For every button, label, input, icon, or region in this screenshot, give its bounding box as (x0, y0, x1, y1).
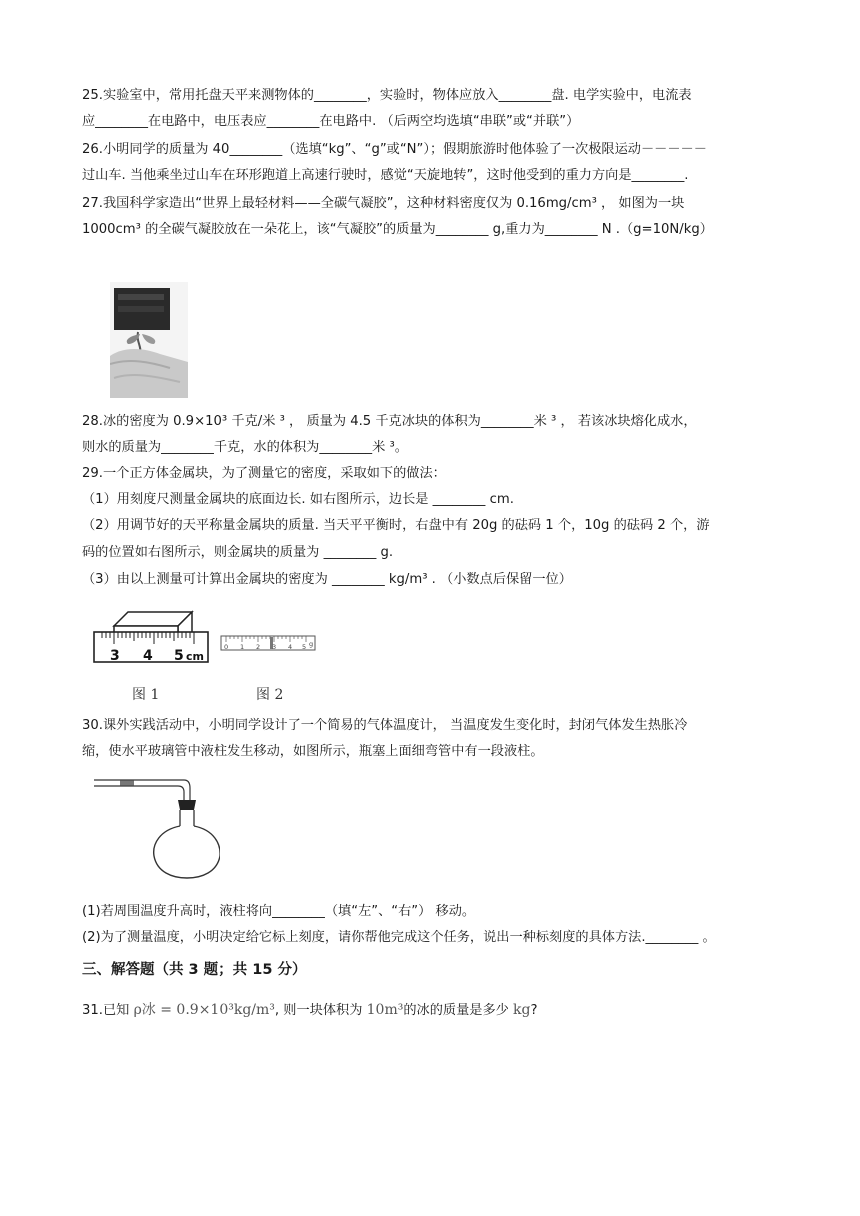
q30-line1: 30.课外实践活动中，小明同学设计了一个简易的气体温度计， 当温度发生变化时，封闭气体发生热胀冷 (82, 718, 688, 733)
q31-unit: kg (513, 1002, 531, 1018)
ruler-label-5: 5 (174, 648, 184, 664)
q31-volume: 10m³ (366, 1002, 404, 1018)
q30-line4: (2)为了测量温度，小明决定给它标上刻度，请你帮他完成这个任务，说出一种标刻度的具体方法.________ 。 (82, 930, 716, 945)
q27-line1: 27.我国科学家造出“世界上最轻材料——全碳气凝胶”，这种材料密度仅为 0.16mg/cm³ ， 如图为一块 (82, 196, 685, 211)
scale-label-5: 5 (302, 643, 307, 651)
ruler-block-figure (92, 606, 212, 668)
q27-line2: 1000cm³ 的全碳气凝胶放在一朵花上，该“气凝胶”的质量为________ g,重力为________ N .（g=10N/kg） (82, 222, 713, 237)
q30-line3: (1)若周围温度升高时，液柱将向________（填“左”、“右”） 移动。 (82, 904, 476, 919)
ruler-label-4: 4 (143, 648, 153, 664)
scale-label-1: 1 (240, 643, 245, 651)
figure-2-caption: 图 2 (256, 687, 284, 703)
scale-label-3: 3 (272, 643, 277, 651)
aerogel-on-flower-image (110, 282, 188, 398)
ruler-label-cm: cm (186, 650, 204, 663)
balance-beam-figure (220, 634, 316, 654)
figure-1-caption: 图 1 (132, 687, 160, 703)
scale-label-g: g (309, 640, 314, 648)
q31-line (82, 1000, 537, 1021)
q31-end: ? (530, 1003, 538, 1018)
scale-label-0: 0 (224, 643, 229, 651)
gas-thermometer-figure (90, 774, 220, 880)
q31-prefix: 31.已知 (82, 1003, 130, 1018)
q29-line4: 码的位置如右图所示，则金属块的质量为 ________ g. (82, 545, 394, 560)
q29-line1: 29.一个正方体金属块，为了测量它的密度，采取如下的做法： (82, 466, 446, 481)
q26-line2: 过山车. 当他乘坐过山车在环形跑道上高速行驶时，感觉“天旋地转”，这时他受到的重力方向是________. (82, 168, 689, 183)
q30-line2: 缩，使水平玻璃管中液柱发生移动，如图所示，瓶塞上面细弯管中有一段液柱。 (82, 744, 544, 759)
q28-line2: 则水的质量为________千克，水的体积为________米 ³。 (82, 440, 408, 455)
scale-label-4: 4 (288, 643, 293, 651)
scale-label-2: 2 (256, 643, 261, 651)
q29-line2: （1）用刻度尺测量金属块的底面边长. 如右图所示，边长是 ________ cm. (82, 492, 514, 507)
q25-line2: 应________在电路中，电压表应________在电路中. （后两空均选填“串联”或“并联”） (82, 114, 580, 129)
q31-middle: , 则一块体积为 (274, 1003, 363, 1018)
section-3-heading: 三、解答题（共 3 题；共 15 分） (82, 962, 307, 978)
q31-density-formula: ρ冰 = 0.9×10³kg/m³ (133, 1002, 275, 1018)
q31-suffix: 的冰的质量是多少 (403, 1003, 509, 1018)
q26-line1: 26.小明同学的质量为 40________（选填“kg”、“g”或“N”）；假期旅游时他体验了一次极限运动－－－－－ (82, 142, 707, 157)
ruler-label-3: 3 (110, 648, 120, 664)
q29-line3: （2）用调节好的天平称量金属块的质量. 当天平平衡时，右盘中有 20g 的砝码 1 个，10g 的砝码 2 个，游 (82, 518, 710, 533)
q25-line1: 25.实验室中，常用托盘天平来测物体的________，实验时，物体应放入________盘. 电学实验中，电流表 (82, 88, 692, 103)
q28-line1: 28.冰的密度为 0.9×10³ 千克/米 ³ ， 质量为 4.5 千克冰块的体积为________米 ³ ， 若该冰块熔化成水， (82, 414, 697, 429)
q29-line5: （3）由以上测量可计算出金属块的密度为 ________ kg/m³ . （小数点后保留一位） (82, 572, 572, 587)
